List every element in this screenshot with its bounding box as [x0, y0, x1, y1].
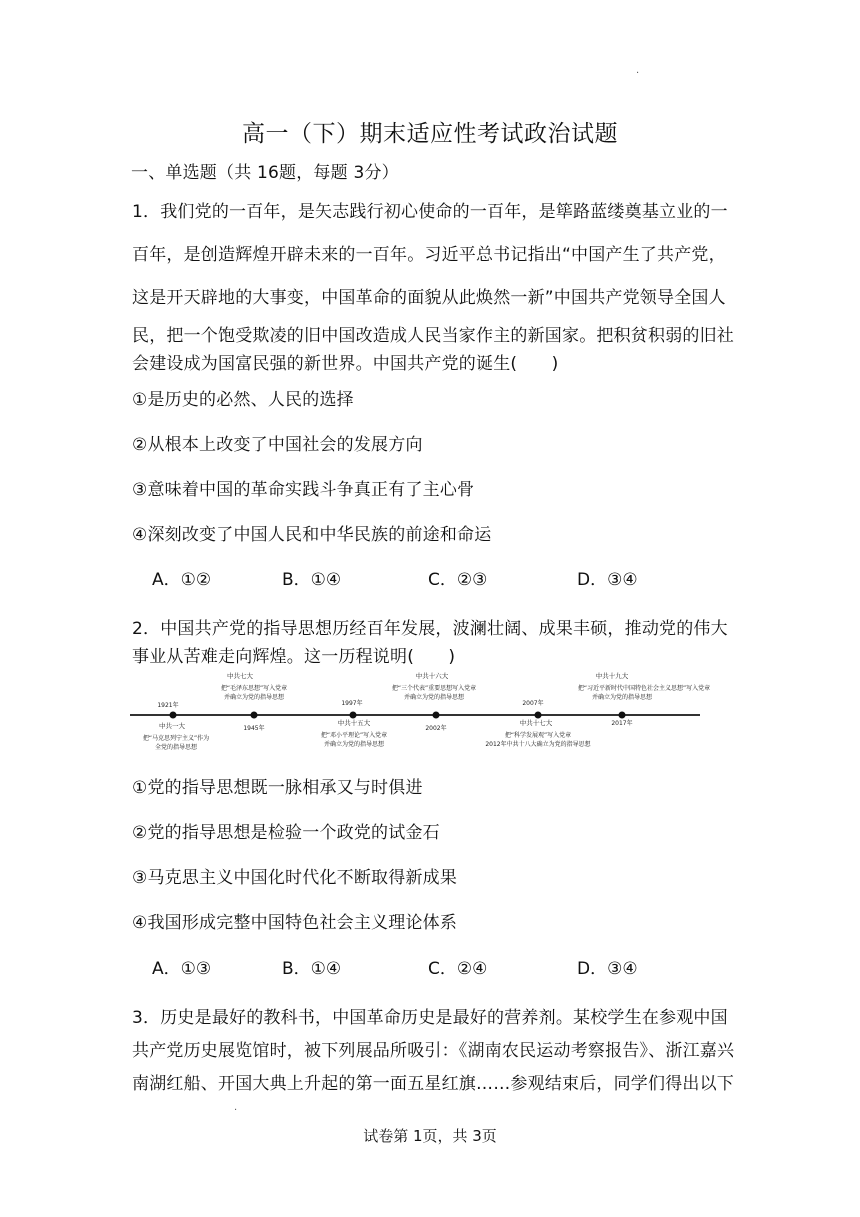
q2-item: ④我国形成完整中国特色社会主义理论体系	[132, 913, 458, 933]
tl-below-line: 2012年中共十八大确立为党的指导思想	[485, 741, 591, 748]
q1-item: ④深刻改变了中国人民和中华民族的前途和命运	[132, 525, 492, 545]
tl-above-line: 并确立为党的指导思想	[223, 694, 285, 701]
q2-option-b[interactable]: B．①④	[282, 959, 342, 979]
tl-below-title: 中共十五大	[337, 719, 371, 727]
tl-above-line: 把“习近平新时代中国特色社会主义思想”写入党章	[577, 685, 711, 692]
q1-stem-line: 民，把一个饱受欺凌的旧中国改造成人民当家作主的新国家。把积贫积弱的旧社	[132, 326, 734, 346]
tl-year: 1997年	[341, 700, 363, 707]
tl-above-line: 把“三个代表”重要思想写入党章	[391, 685, 477, 692]
tl-above-title: 中共七大	[227, 672, 253, 680]
q1-option-a[interactable]: A．①②	[152, 570, 212, 590]
q1-stem-line: 这是开天辟地的大事变，中国革命的面貌从此焕然一新”中国共产党领导全国人	[132, 288, 726, 308]
tl-below-title: 中共十七大	[519, 719, 553, 727]
tl-above-title: 中共十六大	[415, 672, 449, 680]
tl-year: 2017年	[611, 720, 633, 727]
timeline-node-1921	[170, 712, 177, 719]
scan-speck: ·	[636, 68, 640, 79]
tl-year: 2007年	[522, 700, 544, 707]
timeline-node-2017	[619, 712, 626, 719]
timeline-node-1997	[350, 712, 357, 719]
q3-stem-line: 3．历史是最好的教科书，中国革命历史是最好的营养剂。某校学生在参观中国	[132, 1008, 728, 1028]
page-title: 高一（下）期末适应性考试政治试题	[242, 121, 618, 147]
tl-year: 1945年	[243, 725, 265, 732]
tl-above-title: 中共十九大	[595, 672, 629, 680]
q2-item: ②党的指导思想是检验一个政党的试金石	[132, 823, 440, 843]
tl-below-line: 全党的指导思想	[154, 744, 198, 751]
tl-above-line: 并确立为党的指导思想	[591, 694, 653, 701]
q1-item: ③意味着中国的革命实践斗争真正有了主心骨	[132, 480, 475, 500]
q2-option-a[interactable]: A．①③	[152, 959, 212, 979]
timeline-node-2002	[433, 712, 440, 719]
q2-stem-line: 事业从苦难走向辉煌。这一历程说明( )	[132, 647, 456, 667]
q1-stem-line: 1．我们党的一百年，是矢志践行初心使命的一百年，是筚路蓝缕奠基立业的一	[132, 202, 728, 222]
page-footer: 试卷第 1页，共 3页	[363, 1127, 497, 1145]
q1-stem-line: 百年，是创造辉煌开辟未来的一百年。习近平总书记指出“中国产生了共产党，	[132, 245, 726, 265]
q2-item: ①党的指导思想既一脉相承又与时俱进	[132, 778, 423, 798]
tl-below-line: 把“马克思列宁主义”作为	[142, 735, 210, 742]
tl-below-line: 把“邓小平理论”写入党章	[320, 732, 388, 739]
tl-below-line: 把“科学发展观”写入党章	[504, 732, 572, 739]
tl-above-line: 并确立为党的指导思想	[403, 694, 465, 701]
tl-below-title: 中共一大	[159, 722, 185, 730]
q1-item: ①是历史的必然、人民的选择	[132, 390, 354, 410]
section-heading: 一、单选题（共 16题，每题 3分）	[131, 163, 399, 183]
timeline-node-1945	[251, 712, 258, 719]
q1-option-c[interactable]: C．②③	[428, 570, 488, 590]
q1-item: ②从根本上改变了中国社会的发展方向	[132, 435, 423, 455]
tl-below-line: 并确立为党的指导思想	[323, 741, 385, 748]
tl-year: 1921年	[157, 702, 179, 709]
q2-option-c[interactable]: C．②④	[428, 959, 488, 979]
q2-option-d[interactable]: D．③④	[577, 959, 638, 979]
q2-item: ③马克思主义中国化时代化不断取得新成果	[132, 868, 458, 888]
q2-stem-line: 2．中国共产党的指导思想历经百年发展，波澜壮阔、成果丰硕，推动党的伟大	[132, 619, 728, 639]
q1-stem-line: 会建设成为国富民强的新世界。中国共产党的诞生( )	[132, 354, 559, 374]
tl-year: 2002年	[425, 725, 447, 732]
q1-option-b[interactable]: B．①④	[282, 570, 342, 590]
tl-above-line: 把“毛泽东思想”写入党章	[220, 685, 288, 692]
q1-option-d[interactable]: D．③④	[577, 570, 638, 590]
guiding-thought-timeline	[128, 668, 732, 760]
q3-stem-line: 共产党历史展览馆时，被下列展品所吸引：《湖南农民运动考察报告》、浙江嘉兴	[132, 1041, 735, 1061]
scan-speck: ·	[234, 1105, 238, 1116]
q3-stem-line: 南湖红船、开国大典上升起的第一面五星红旗……参观结束后，同学们得出以下	[132, 1074, 734, 1094]
timeline-node-2007	[535, 712, 542, 719]
